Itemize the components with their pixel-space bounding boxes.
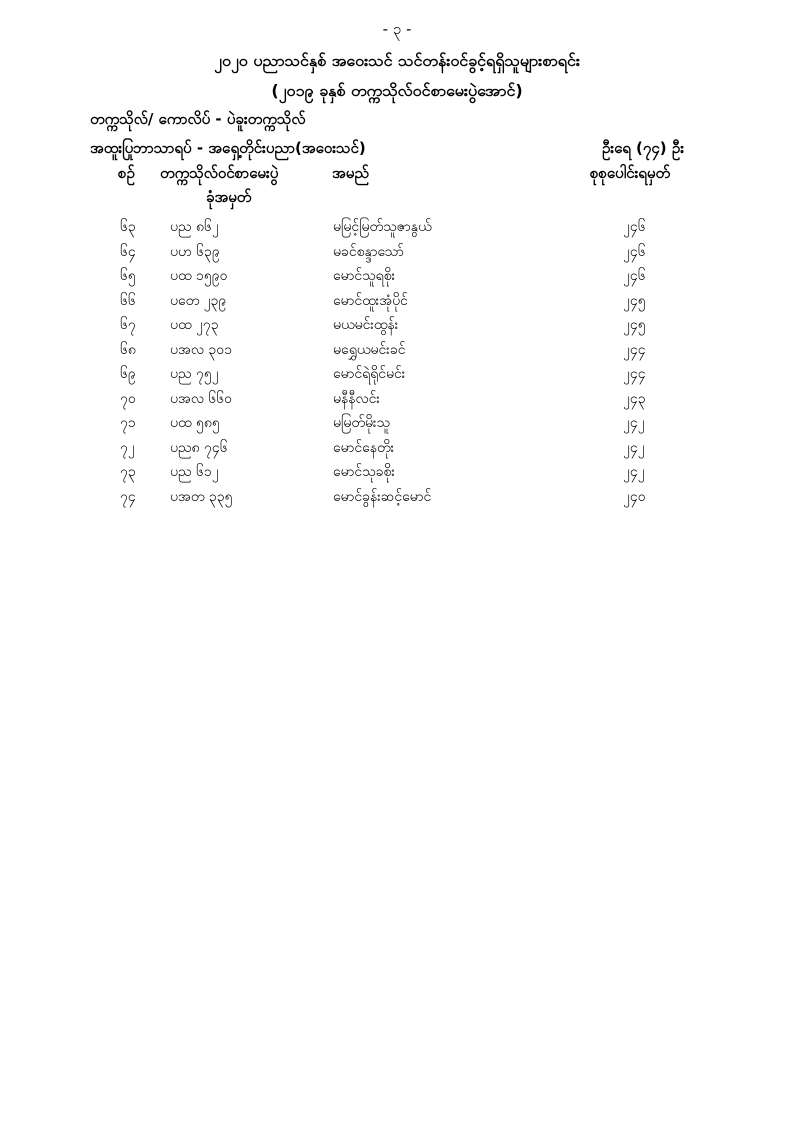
student-name: မယမင်းထွန်း [333, 317, 399, 333]
row-number: ၇၀ [120, 390, 136, 407]
total-marks: ၂၄၀ [623, 488, 646, 505]
row-number: ၇၃ [120, 464, 136, 480]
table-row [0, 462, 794, 487]
roll-number: ပည ၈၆၂ [170, 219, 219, 235]
total-marks: ၂၄၅ [623, 317, 646, 333]
column-header-roll-line2: ခုံအမှတ် [206, 188, 252, 206]
column-header-name: အမည် [332, 164, 369, 182]
student-name: မောင်ခွန်းဆင့်မောင် [333, 488, 432, 505]
student-name: မောင်သူရစိုး [333, 268, 396, 284]
column-header-no: စဉ် [118, 164, 135, 182]
table-row [0, 487, 794, 512]
roll-number: ပအလ ၆၆၀ [170, 390, 233, 407]
roll-number: ပတေ ၂၃၉ [170, 292, 227, 309]
table-row [0, 340, 794, 365]
table-row [0, 389, 794, 414]
student-name: မောင်သုခစိုး [333, 464, 395, 480]
student-name: မနီနီလင်း [333, 390, 380, 407]
document-title: ၂၀၂၀ ပညာသင်နှစ် အဝေးသင် သင်တန်းဝင်ခွင့်ရရှိသူများစာရင်း [214, 51, 580, 70]
row-number: ၆၄ [120, 243, 136, 260]
table-row [0, 217, 794, 242]
total-marks: ၂၄၄ [623, 366, 646, 382]
roll-number: ပည ၇၅၂ [170, 366, 219, 382]
table-row [0, 242, 794, 267]
table-row [0, 291, 794, 316]
student-name: မောင်ထူးအုံပိုင် [333, 292, 408, 309]
total-marks: ၂၄၆ [623, 268, 646, 284]
total-marks: ၂၄၄ [623, 341, 646, 358]
roll-number: ပည၈ ၇၄၆ [170, 439, 228, 456]
table-row [0, 438, 794, 463]
roll-number: ပအတ ၃၃၅ [170, 488, 233, 505]
row-number: ၆၆ [120, 292, 136, 309]
row-number: ၆၇ [120, 317, 136, 333]
document-subtitle: (၂၀၁၉ ခုနှစ် တက္ကသိုလ်ဝင်စာမေးပွဲအောင်) [271, 81, 523, 100]
university-line: တက္ကသိုလ်/ ကောလိပ် - ပဲခူးတက္ကသိုလ် [90, 110, 306, 128]
roll-number: ပထ ၂၇၃ [170, 317, 219, 333]
student-count: ဦးရေ (၇၄) ဦး [601, 139, 684, 157]
total-marks: ၂၄၃ [623, 390, 646, 407]
row-number: ၇၄ [120, 488, 136, 505]
table-row [0, 413, 794, 438]
student-name: မရွှေယမင်းခင် [333, 341, 406, 358]
total-marks: ၂၄၆ [623, 243, 646, 260]
roll-number: ပထ ၁၅၉၀ [170, 268, 228, 284]
column-header-roll: တက္ကသိုလ်ဝင်စာမေးပွဲ [160, 164, 279, 182]
roll-number: ပည ၆၁၂ [170, 464, 219, 480]
roll-number: ပအလ ၃၀၁ [170, 341, 233, 358]
roll-number: ပဟ ၆၃၉ [170, 243, 220, 260]
row-number: ၆၉ [120, 366, 136, 382]
table-row [0, 364, 794, 389]
table-row [0, 266, 794, 291]
row-number: ၇၂ [120, 439, 135, 456]
major-line: အထူးပြုဘာသာရပ် - အရှေ့တိုင်းပညာ(အဝေးသင်) [90, 139, 366, 157]
student-name: မောင်နေတိုး [333, 439, 395, 456]
roll-number: ပထ ၅၈၅ [170, 415, 220, 431]
page-number: - ၃ - [382, 20, 412, 38]
student-table [0, 217, 794, 511]
row-number: ၆၈ [120, 341, 136, 358]
table-row [0, 315, 794, 340]
student-name: မောင်ရဲရိုင်မင်း [333, 366, 406, 382]
total-marks: ၂၄၆ [623, 219, 646, 235]
student-name: မမြတ်မိုးသူ [333, 415, 391, 431]
total-marks: ၂၄၅ [623, 292, 646, 309]
column-header-marks: စုစုပေါင်းရမှတ် [590, 164, 671, 182]
total-marks: ၂၄၂ [623, 439, 645, 456]
student-name: မမြင့်မြတ်သူဇာနွယ် [333, 219, 432, 235]
total-marks: ၂၄၂ [623, 464, 645, 480]
row-number: ၆၅ [120, 268, 136, 284]
student-name: မခင်စန္ဒာသော် [333, 243, 404, 260]
row-number: ၇၁ [120, 415, 136, 431]
row-number: ၆၃ [120, 219, 136, 235]
total-marks: ၂၄၂ [623, 415, 645, 431]
